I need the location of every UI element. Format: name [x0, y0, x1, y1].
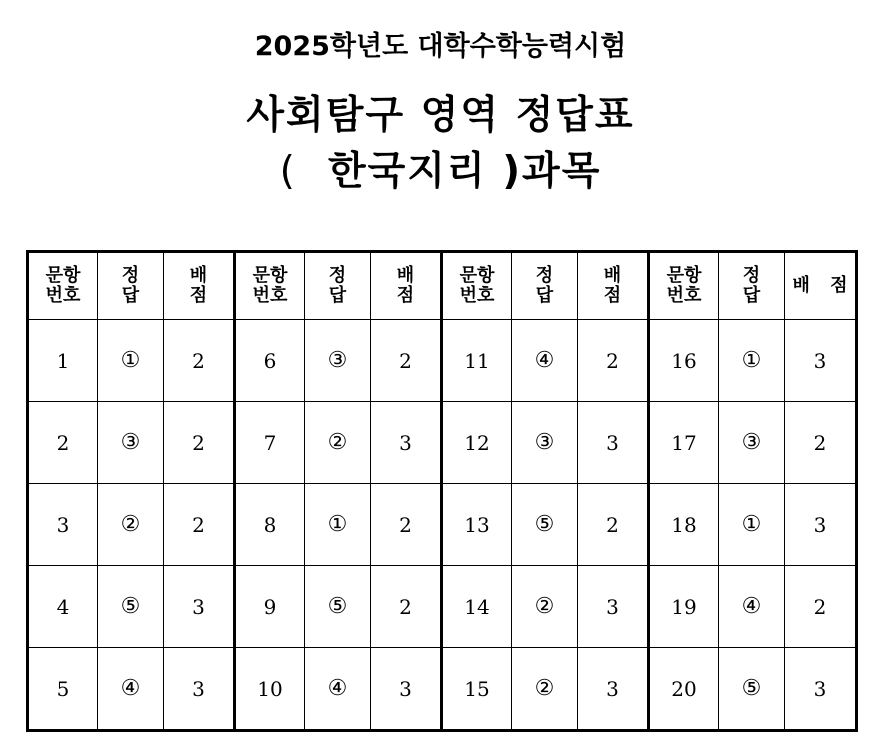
- points-cell: 2: [371, 484, 442, 566]
- header-points: 배 점: [785, 252, 857, 320]
- paren-open: (: [279, 149, 297, 194]
- answer-cell: ④: [719, 566, 785, 648]
- page-title: 사회탐구 영역 정답표: [246, 93, 635, 138]
- answer-cell: ②: [512, 648, 578, 731]
- question-number-cell: 1: [28, 320, 98, 402]
- header-answer: 정 답: [305, 252, 371, 320]
- points-cell: 2: [785, 566, 857, 648]
- question-number-cell: 6: [235, 320, 305, 402]
- exam-year-title: 2025학년도 대학수학능력시험: [254, 31, 627, 62]
- points-cell: 2: [578, 320, 649, 402]
- header-question-number-line2: 번호: [666, 285, 702, 306]
- answer-cell: ③: [305, 320, 371, 402]
- points-cell: 2: [164, 320, 235, 402]
- answer-table: [26, 250, 858, 732]
- answer-cell: ①: [719, 320, 785, 402]
- answer-cell: ⑤: [719, 648, 785, 731]
- subject-line: [0, 140, 881, 196]
- question-number-cell: 5: [28, 648, 98, 731]
- answer-cell: ①: [98, 320, 164, 402]
- question-number-cell: 16: [649, 320, 719, 402]
- points-cell: 2: [578, 484, 649, 566]
- header-answer: 정 답: [512, 252, 578, 320]
- header-question-number-line1: 문항: [252, 265, 288, 286]
- header-question-number: [442, 252, 512, 320]
- header-question-number-line1: 문항: [666, 265, 702, 286]
- header-points: 배 점: [578, 252, 649, 320]
- points-cell: 2: [785, 402, 857, 484]
- answer-cell: ④: [98, 648, 164, 731]
- question-number-cell: 3: [28, 484, 98, 566]
- points-cell: 3: [164, 566, 235, 648]
- subject-name: 한국지리: [327, 149, 487, 194]
- answer-cell: ⑤: [98, 566, 164, 648]
- points-cell: 2: [164, 484, 235, 566]
- points-cell: 2: [371, 566, 442, 648]
- header-question-number: [235, 252, 305, 320]
- points-cell: 3: [578, 566, 649, 648]
- question-number-cell: 15: [442, 648, 512, 731]
- points-cell: 2: [371, 320, 442, 402]
- header-points: 배 점: [371, 252, 442, 320]
- header-answer: 정 답: [98, 252, 164, 320]
- header-question-number: [649, 252, 719, 320]
- answer-cell: ①: [719, 484, 785, 566]
- table-row: [28, 402, 857, 484]
- question-number-cell: 11: [442, 320, 512, 402]
- question-number-cell: 19: [649, 566, 719, 648]
- header-question-number-line1: 문항: [459, 265, 495, 286]
- points-cell: 3: [164, 648, 235, 731]
- answer-cell: ④: [512, 320, 578, 402]
- question-number-cell: 17: [649, 402, 719, 484]
- subject-suffix: )과목: [502, 149, 602, 194]
- question-number-cell: 7: [235, 402, 305, 484]
- answer-cell: ③: [719, 402, 785, 484]
- question-number-cell: 8: [235, 484, 305, 566]
- answer-cell: ②: [305, 402, 371, 484]
- points-cell: 3: [578, 402, 649, 484]
- points-cell: 3: [785, 648, 857, 731]
- answer-cell: ③: [512, 402, 578, 484]
- points-cell: 3: [371, 402, 442, 484]
- points-cell: 3: [785, 320, 857, 402]
- question-number-cell: 2: [28, 402, 98, 484]
- answer-cell: ③: [98, 402, 164, 484]
- answer-cell: ④: [305, 648, 371, 731]
- question-number-cell: 18: [649, 484, 719, 566]
- question-number-cell: 13: [442, 484, 512, 566]
- header-question-number-line2: 번호: [252, 285, 288, 306]
- answer-cell: ②: [512, 566, 578, 648]
- table-body: [28, 320, 857, 731]
- table-row: [28, 566, 857, 648]
- points-cell: 3: [785, 484, 857, 566]
- answer-cell: ①: [305, 484, 371, 566]
- question-number-cell: 14: [442, 566, 512, 648]
- answer-cell: ⑤: [512, 484, 578, 566]
- answer-cell: ⑤: [305, 566, 371, 648]
- table-header-row: [28, 252, 857, 320]
- points-cell: 2: [164, 402, 235, 484]
- question-number-cell: 4: [28, 566, 98, 648]
- question-number-cell: 9: [235, 566, 305, 648]
- header-question-number-line1: 문항: [45, 265, 81, 286]
- question-number-cell: 20: [649, 648, 719, 731]
- points-cell: 3: [371, 648, 442, 731]
- answer-cell: ②: [98, 484, 164, 566]
- table-row: [28, 320, 857, 402]
- table-row: [28, 648, 857, 731]
- header-question-number-line2: 번호: [45, 285, 81, 306]
- header-points: 배 점: [164, 252, 235, 320]
- table-row: [28, 484, 857, 566]
- header-question-number-line2: 번호: [459, 285, 495, 306]
- question-number-cell: 10: [235, 648, 305, 731]
- header-answer: 정 답: [719, 252, 785, 320]
- header-question-number: [28, 252, 98, 320]
- question-number-cell: 12: [442, 402, 512, 484]
- points-cell: 3: [578, 648, 649, 731]
